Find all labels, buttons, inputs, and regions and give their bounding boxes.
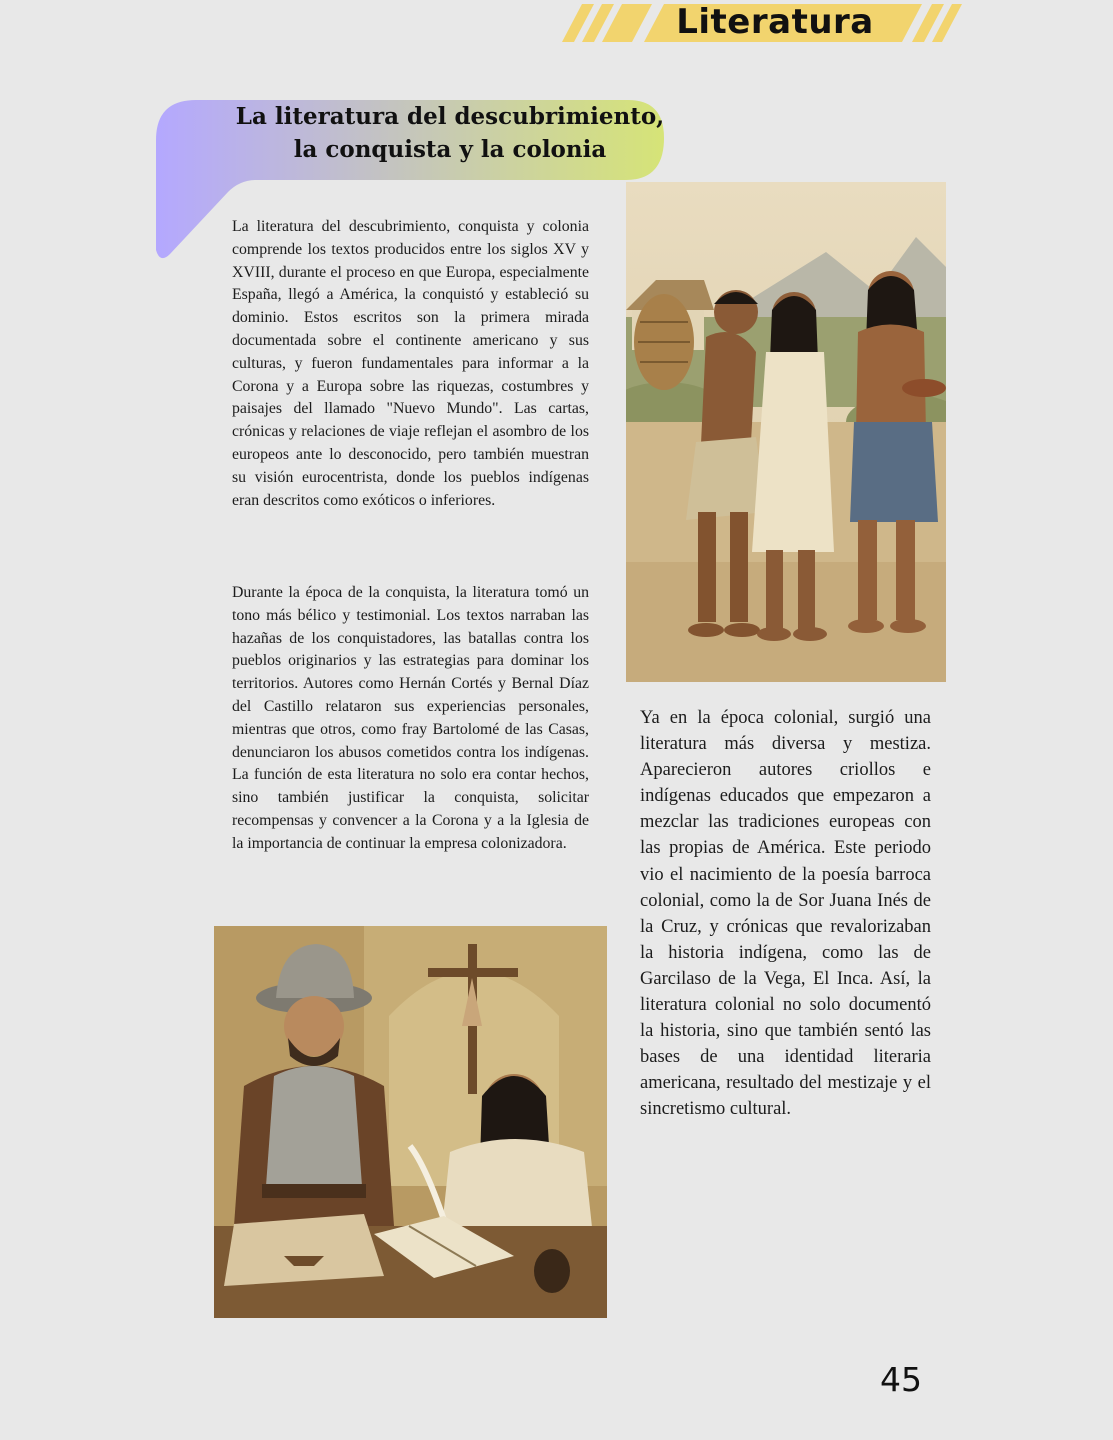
conquistador-scribe-illustration [214, 926, 607, 1318]
page-title [200, 100, 700, 166]
title-line-2: la conquista y la colonia [293, 136, 607, 163]
paragraph-conquest: Durante la época de la conquista, la literatura tomó un tono más bélico y testimonial. Los textos narraban las hazañas de los conquistadores, las batallas contra los pueblos originarios y las estrategias para dominar los territorios. Autores como Hernán Cortés y Bernal Díaz del Castillo relataron sus experiencias personales, mientras que otros, como fray Bartolomé de las Casas, denunciaron los abusos cometidos contra los indígenas. La función de esta literatura no solo era contar hechos, sino también justificar la conquista, solicitar recompensas y convencer a la Corona y a la Iglesia de la importancia de continuar la empresa colonizadora. [232, 584, 589, 852]
page-number: 45 [880, 1360, 922, 1399]
paragraph-colonial: Ya en la época colonial, surgió una literatura más diversa y mestiza. Aparecieron autores criollos e indígenas educados que empezaron a mezclar las tradiciones europeas con las propias de América. Este periodo vio el nacimiento de la poesía barroca colonial, como la de Sor Juana Inés de la Cruz, y crónicas que revalorizaban la historia indígena, como las de Garcilaso de la Vega, El Inca. Así, la literatura colonial no solo documentó la historia, sino que también sentó las bases de una identidad literaria americana, resultado del mestizaje y el sincretismo cultural. [640, 708, 931, 1120]
section-title: Literatura [676, 2, 874, 42]
paragraph-discovery: La literatura del descubrimiento, conquista y colonia comprende los textos producidos entre los siglos XV y XVIII, durante el proceso en que Europa, especialmente España, llegó a América, la conquistó y estableció su dominio. Estos escritos son la primera mirada documentada sobre el continente americano y sus culturas, y fueron fundamentales para informar a la Corona y a Europa sobre las riquezas, costumbres y paisajes del llamado "Nuevo Mundo". Las cartas, crónicas y relaciones de viaje reflejan el asombro de los europeos ante lo desconocido, pero también muestran su visión eurocentrista, donde los pueblos indígenas eran descritos como exóticos o inferiores. [232, 218, 589, 509]
section-banner [560, 0, 970, 46]
title-line-1: La literatura del descubrimiento, [235, 103, 665, 130]
indigenous-people-illustration [626, 182, 946, 682]
